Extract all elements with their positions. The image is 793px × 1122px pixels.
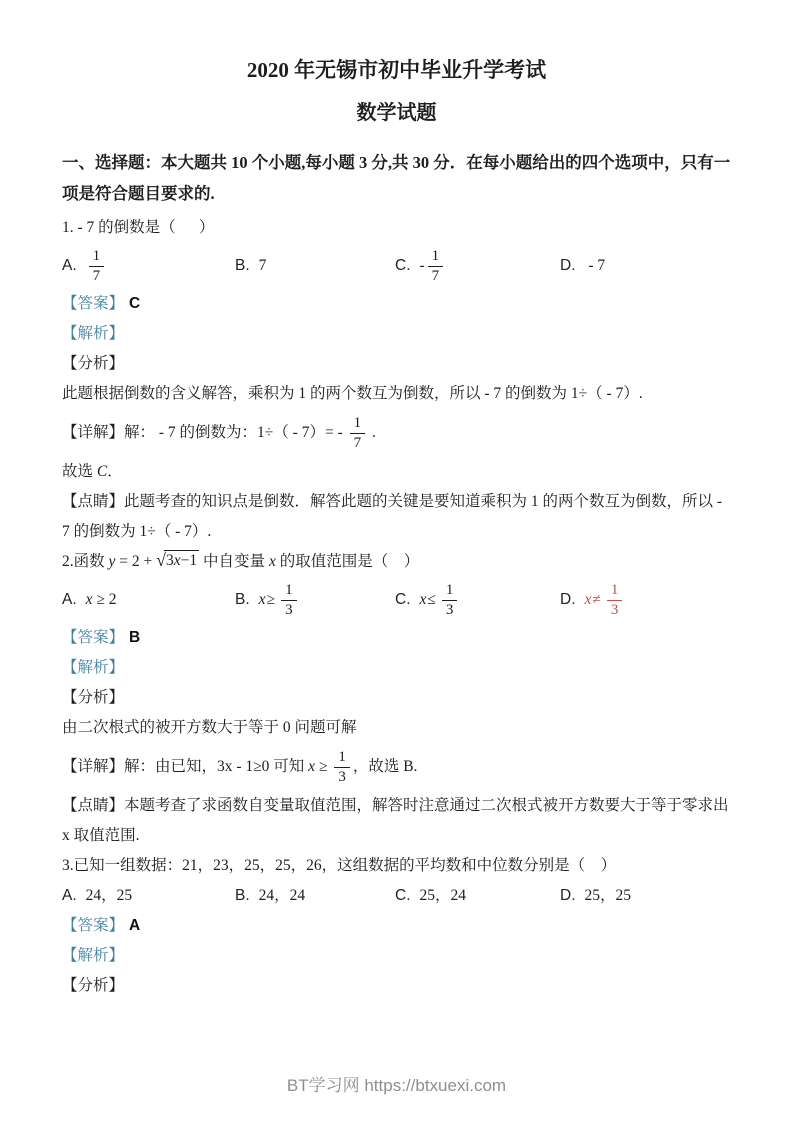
option-letter: D. [560, 887, 576, 904]
option-letter: B. [235, 887, 250, 904]
choose-line [62, 457, 731, 487]
detail-text: 【详解】解：由已知，3x - 1≥0 可知 [62, 758, 309, 775]
question-2-option-a[interactable]: A. x ≥ 2 [62, 585, 235, 615]
answer-line [62, 623, 731, 653]
detail-text: 【详解】解： - 7 的倒数为：1÷（ - 7）= - [62, 424, 347, 441]
stem-text: 中自变量 [199, 553, 269, 570]
detail-text-end: ，故选 B. [352, 758, 418, 775]
jiexi-label: 【解析】 [62, 659, 125, 676]
var-x: x [268, 553, 276, 570]
analysis-text: 此题根据倒数的含义解答，乘积为 1 的两个数互为倒数，所以 - 7 的倒数为 1÷（ - 7）. [62, 385, 643, 402]
page-title: 2020 年无锡市初中毕业升学考试 [246, 58, 547, 82]
fraction: $\frac{1}{7}$ [350, 415, 366, 452]
jiexi-label: 【解析】 [62, 947, 125, 964]
choose-period: ． [107, 463, 123, 480]
option-value: 25，24 [419, 887, 467, 904]
stem-text: 的取值范围是（ ） [275, 553, 420, 570]
fraction: $\frac{1}{7}$ [428, 248, 444, 285]
fenxi-label: 【分析】 [62, 977, 125, 994]
question-3-stem: 3.已知一组数据：21，23，25，25，26，这组数据的平均数和中位数分别是（ ） [62, 857, 617, 874]
option-letter: A. [62, 591, 77, 608]
answer-line [62, 911, 731, 941]
question-2-stem [62, 547, 731, 577]
analysis-text: 由二次根式的被开方数大于等于 0 问题可解 [62, 719, 357, 736]
option-letter: C. [395, 887, 411, 904]
radicand: 3x−1 [166, 552, 198, 569]
highlighted-answer: x ≠ $\frac{1}{3}$ [585, 582, 626, 619]
answer-label: 【答案】 [62, 295, 125, 312]
answer-value: B [129, 629, 141, 646]
option-value: 25，25 [584, 887, 632, 904]
question-1-options [62, 243, 731, 289]
section-header: 一、选择题：本大题共 10 个小题,每小题 3 分,共 30 分．在每小题给出的四个选项中，只有一项是符合题目要求的. [62, 153, 731, 203]
footer-watermark[interactable]: BT学习网 https://btxuexi.com [286, 1076, 507, 1095]
jiexi-label: 【解析】 [62, 325, 125, 342]
square-root [156, 550, 199, 571]
option-letter: D. [560, 257, 576, 274]
option-letter: B. [235, 257, 250, 274]
question-3 [62, 851, 731, 1001]
fenxi-label: 【分析】 [62, 355, 125, 372]
answer-value: C [129, 295, 141, 312]
fraction: $\frac{1}{7}$ [89, 248, 105, 285]
minus-sign: - [419, 257, 425, 274]
page-subtitle: 数学试题 [356, 102, 437, 124]
question-1-option-b[interactable] [235, 251, 395, 281]
var-y: y [108, 553, 116, 570]
choose-letter: C [96, 463, 108, 480]
question-3-option-a[interactable] [62, 881, 235, 911]
option-value: - 7 [584, 257, 606, 274]
option-value: 24，25 [85, 887, 133, 904]
question-3-option-b[interactable] [235, 881, 395, 911]
fraction: $\frac{1}{3}$ [442, 582, 458, 619]
question-1-option-d[interactable] [560, 251, 731, 281]
question-2-option-d[interactable] [560, 582, 731, 619]
answer-label: 【答案】 [62, 917, 125, 934]
answer-value: A [129, 917, 141, 934]
question-3-option-c[interactable] [395, 881, 560, 911]
option-value: 7 [258, 257, 267, 274]
radical-sign: √ [156, 550, 167, 570]
option-letter: D. [560, 591, 576, 608]
question-2-option-c[interactable]: C. x ≤ $\frac{1}{3}$ [395, 582, 560, 619]
question-1-option-a[interactable] [62, 248, 235, 285]
question-2 [62, 547, 731, 851]
question-3-option-d[interactable] [560, 881, 731, 911]
fraction: $\frac{1}{3}$ [607, 582, 623, 619]
option-letter: A. [62, 257, 77, 274]
stem-text: 2.函数 [62, 553, 109, 570]
fraction: $\frac{1}{3}$ [334, 749, 350, 786]
choose-text: 故选 [62, 463, 97, 480]
fraction: $\frac{1}{3}$ [281, 582, 297, 619]
dianjing-text: 【点睛】本题考查了求函数自变量取值范围，解答时注意通过二次根式被开方数要大于等于零求出 x 取值范围. [62, 797, 733, 844]
option-value: 24，24 [258, 887, 306, 904]
dianjing-text: 【点睛】此题考查的知识点是倒数．解答此题的关键是要知道乘积为 1 的两个数互为倒数，所以 - 7 的倒数为 1÷（ - 7）. [62, 493, 726, 540]
question-1-option-c[interactable] [395, 248, 560, 285]
option-letter: C. [395, 591, 411, 608]
fenxi-label: 【分析】 [62, 689, 125, 706]
question-1-stem: 1. - 7 的倒数是（ ） [62, 219, 215, 236]
question-2-option-b[interactable]: B. x ≥ $\frac{1}{3}$ [235, 582, 395, 619]
detail-text-end: . [368, 424, 376, 441]
option-letter: B. [235, 591, 250, 608]
detail-line [62, 409, 731, 457]
option-letter: C. [395, 257, 411, 274]
answer-label: 【答案】 [62, 629, 125, 646]
question-3-options [62, 881, 731, 911]
option-letter: A. [62, 887, 77, 904]
question-1 [62, 213, 731, 547]
stem-equation: = 2 + [115, 553, 157, 570]
question-2-options [62, 577, 731, 623]
answer-line [62, 289, 731, 319]
detail-line: 【详解】解：由已知，3x - 1≥0 可知 x ≥ $\frac{1}{3}$ ，故选 B. [62, 748, 418, 785]
